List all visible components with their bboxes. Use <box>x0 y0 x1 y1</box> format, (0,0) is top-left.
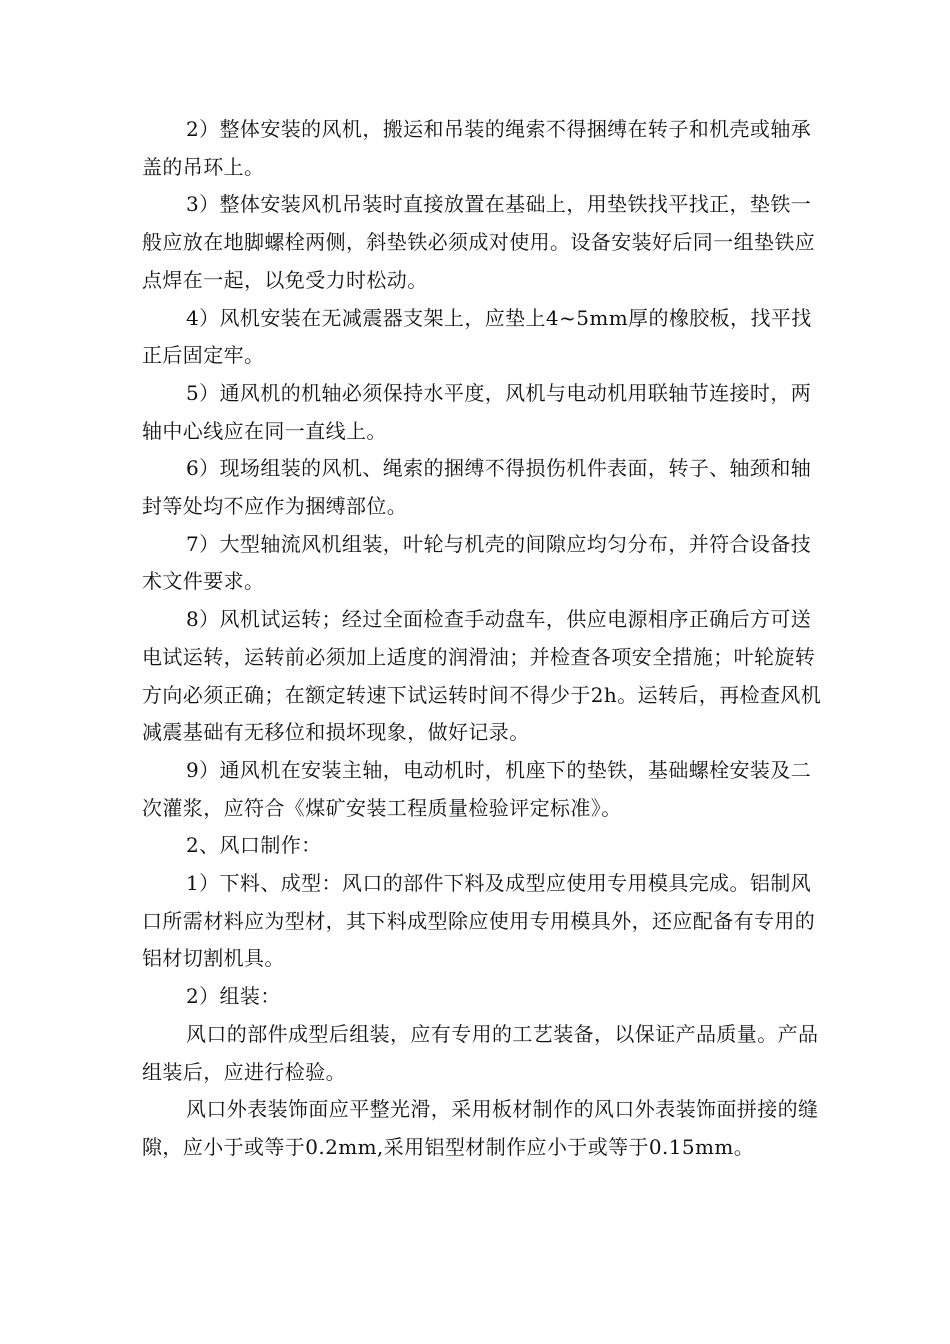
paragraph-axial-fan-clearance: 7）大型轴流风机组装，叶轮与机壳的间隙应均匀分布，并符合设备技术文件要求。 <box>142 531 812 594</box>
paragraph-onsite-assembly: 6）现场组装的风机、绳索的捆缚不得损伤机件表面，转子、轴颈和轴封等处均不应作为捆缚部位。 <box>142 456 812 519</box>
paragraph-cutting-forming: 1）下料、成型：风口的部件下料及成型应使用专用模具完成。铝制风口所需材料应为型材，其下料成型除应使用专用模具外，还应配备有专用的铝材切割机具。 <box>142 871 816 971</box>
section-heading-vent-fabrication: 2、风口制作： <box>186 833 322 858</box>
paragraph-main-shaft-install: 9）通风机在安装主轴，电动机时，机座下的垫铁，基础螺栓安装及二次灌浆，应符合《煤矿安装工程质量检验评定标准》。 <box>142 757 812 820</box>
subheading-assembly: 2）组装： <box>186 984 281 1009</box>
paragraph-assembly-inspection: 风口的部件成型后组装，应有专用的工艺装备，以保证产品质量。产品组装后，应进行检验。 <box>142 1021 819 1084</box>
paragraph-shaft-alignment: 5）通风机的机轴必须保持水平度，风机与电动机用联轴节连接时，两轴中心线应在同一直线上。 <box>142 380 812 443</box>
paragraph-trial-run: 8）风机试运转；经过全面检查手动盘车，供应电源相序正确后方可送电试运转，运转前必须加上适度的润滑油；并检查各项安全措施；叶轮旋转方向必须正确；在额定转速下试运转时间不得少于2h。运转后，再检查风机减震基础有无移位和损坏现象，做好记录。 <box>142 607 822 745</box>
document-body <box>142 111 822 1167</box>
paragraph-surface-gap: 风口外表装饰面应平整光滑，采用板材制作的风口外表装饰面拼接的缝隙，应小于或等于0.2mm,采用铝型材制作应小于或等于0.15mm。 <box>142 1097 819 1159</box>
paragraph-rubber-pad: 4）风机安装在无减震器支架上，应垫上4~5mm厚的橡胶板，找平找正后固定牢。 <box>142 305 812 368</box>
paragraph-fan-shims: 3）整体安装风机吊装时直接放置在基础上，用垫铁找平找正，垫铁一般应放在地脚螺栓两侧，斜垫铁必须成对使用。设备安装好后同一组垫铁应点焊在一起，以免受力时松动。 <box>142 192 816 292</box>
paragraph-fan-lifting: 2）整体安装的风机，搬运和吊装的绳索不得捆缚在转子和机壳或轴承盖的吊环上。 <box>142 117 812 179</box>
